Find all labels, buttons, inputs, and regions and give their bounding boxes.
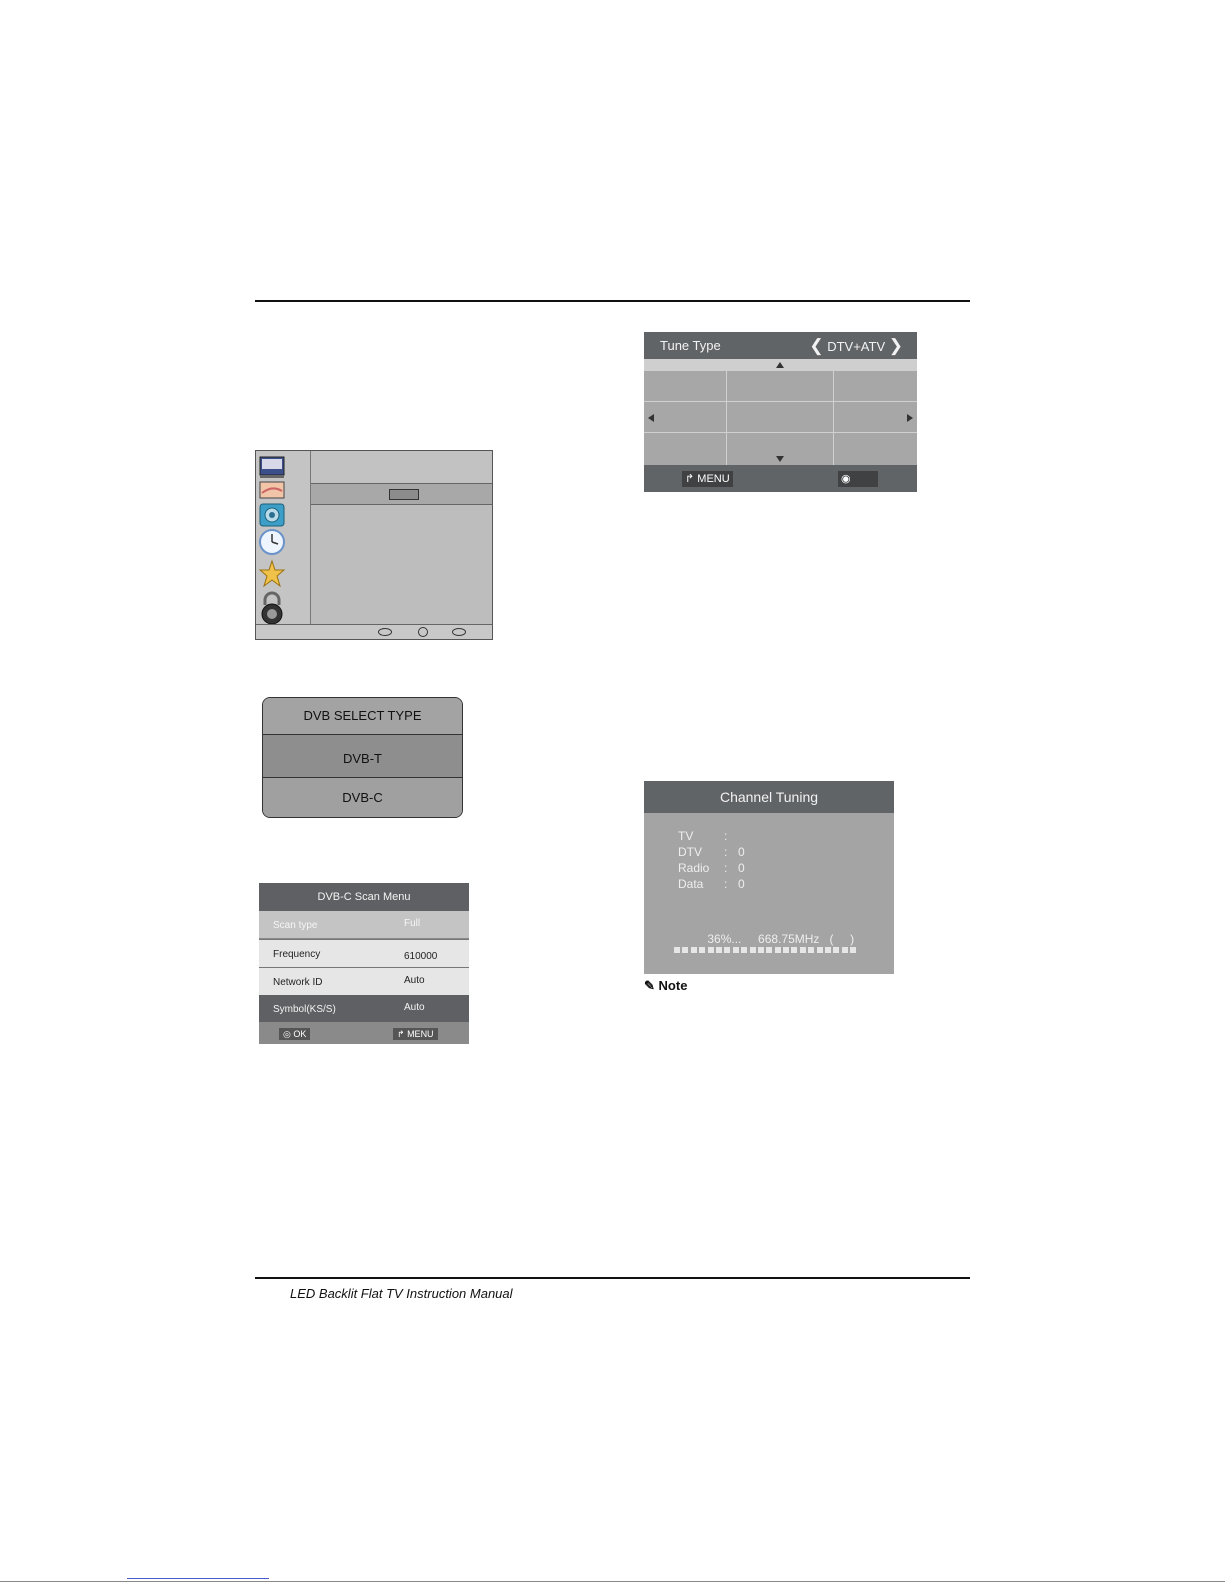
tune-menu-button[interactable] <box>682 471 733 487</box>
grid-cell <box>727 402 834 433</box>
frequency-value: 610000 <box>404 951 438 962</box>
stat-radio <box>678 861 745 875</box>
stat-data-label: Data <box>678 877 704 891</box>
tune-panel-footer <box>644 465 917 492</box>
stat-colon: : <box>724 861 728 875</box>
progress-segment <box>741 947 747 953</box>
clock-icon[interactable] <box>259 527 285 557</box>
bottom-rule <box>255 1277 970 1279</box>
channel-tuning-panel <box>644 781 894 974</box>
menu-return-icon: ↱ <box>397 1029 405 1039</box>
menu-row-highlight[interactable] <box>311 451 492 484</box>
scan-type-label: Scan type <box>273 920 318 931</box>
scan-menu-title: DVB-C Scan Menu <box>259 883 469 911</box>
grid-cell <box>644 433 727 465</box>
progress-segment <box>674 947 680 953</box>
arrow-up-icon[interactable] <box>776 362 784 368</box>
menu-body <box>311 505 492 627</box>
tune-type-label: Tune Type <box>660 338 721 353</box>
tuning-progress-bar <box>674 940 866 946</box>
scan-menu-button-label: MENU <box>407 1029 434 1039</box>
tune-type-value: DTV+ATV <box>827 339 886 354</box>
progress-segment <box>699 947 705 953</box>
sound-icon[interactable] <box>259 503 285 527</box>
progress-segment <box>808 947 814 953</box>
stat-radio-label: Radio <box>678 861 710 875</box>
progress-segment <box>708 947 714 953</box>
ok-button-label: OK <box>293 1029 307 1039</box>
stat-tv <box>678 829 728 843</box>
tuning-paren: ( ) <box>829 932 855 946</box>
stat-dtv <box>678 845 745 859</box>
note-heading <box>644 978 687 994</box>
network-id-label: Network ID <box>273 977 323 988</box>
stat-data <box>678 877 745 891</box>
progress-segment <box>825 947 831 953</box>
grid-cell <box>834 433 917 465</box>
dvb-select-title: DVB SELECT TYPE <box>263 698 462 734</box>
top-rule <box>255 300 970 302</box>
stat-tv-label: TV <box>678 829 694 843</box>
link-underline <box>127 1578 269 1579</box>
menu-icon-column <box>256 451 311 627</box>
ok-target-icon: ◉ <box>841 473 851 485</box>
dvb-select-type-dialog <box>262 697 463 818</box>
stat-colon: : <box>724 845 728 859</box>
tuning-frequency: 668.75MHz <box>758 932 820 946</box>
grid-cell <box>834 402 917 433</box>
menu-footer-hints <box>256 624 492 639</box>
symbol-label: Symbol(KS/S) <box>273 1004 336 1015</box>
tune-menu-button-label: MENU <box>697 473 730 485</box>
progress-segment <box>758 947 764 953</box>
chevron-left-icon[interactable]: ❮ <box>809 336 824 355</box>
progress-segment <box>724 947 730 953</box>
ok-target-icon: ◎ <box>283 1029 291 1039</box>
stat-radio-value: 0 <box>738 861 745 875</box>
tuning-progress-line <box>694 918 854 960</box>
arrow-right-icon[interactable] <box>907 414 913 422</box>
progress-segment <box>775 947 781 953</box>
grid-cell <box>727 371 834 402</box>
network-id-value: Auto <box>404 975 425 986</box>
tune-ok-button[interactable] <box>838 471 878 487</box>
stat-dtv-label: DTV <box>678 845 702 859</box>
stat-dtv-value: 0 <box>738 845 745 859</box>
frequency-label: Frequency <box>273 949 321 960</box>
arrow-left-icon[interactable] <box>648 414 654 422</box>
scan-menu-footer <box>259 1023 469 1044</box>
lock-icon[interactable] <box>259 591 285 625</box>
picture-icon[interactable] <box>259 479 285 503</box>
tv-channel-icon[interactable] <box>259 455 285 479</box>
hint-oval-right-icon <box>452 628 466 636</box>
chevron-right-icon[interactable]: ❯ <box>888 336 903 355</box>
tv-main-menu <box>255 450 493 640</box>
stat-data-value: 0 <box>738 877 745 891</box>
progress-segment <box>850 947 856 953</box>
progress-segment <box>791 947 797 953</box>
setup-star-icon[interactable] <box>259 559 285 589</box>
dvb-c-option[interactable]: DVB-C <box>263 778 462 817</box>
tune-type-selector[interactable] <box>809 336 903 356</box>
manual-footer-title: LED Backlit Flat TV Instruction Manual <box>290 1286 513 1301</box>
progress-segment <box>766 947 772 953</box>
symbol-row[interactable] <box>259 995 469 1022</box>
scan-type-row[interactable] <box>259 911 469 938</box>
dvb-c-scan-menu <box>259 883 469 1044</box>
page-edge-rule <box>0 1581 1225 1582</box>
tune-type-header[interactable] <box>644 332 917 359</box>
progress-segment <box>750 947 756 953</box>
progress-segment <box>783 947 789 953</box>
progress-segment <box>733 947 739 953</box>
grid-cell <box>644 371 727 402</box>
menu-return-icon: ↱ <box>685 473 695 485</box>
arrow-down-icon[interactable] <box>776 456 784 462</box>
menu-row-button[interactable] <box>389 489 419 500</box>
progress-segment <box>682 947 688 953</box>
progress-segment <box>800 947 806 953</box>
stat-colon: : <box>724 829 728 843</box>
menu-row-selected[interactable] <box>311 484 492 505</box>
ok-button[interactable] <box>279 1028 310 1040</box>
tune-type-panel <box>644 332 917 492</box>
progress-segment <box>817 947 823 953</box>
progress-segment <box>833 947 839 953</box>
symbol-value: Auto <box>404 1002 425 1013</box>
channel-tuning-title: Channel Tuning <box>644 781 894 813</box>
stat-colon: : <box>724 877 728 891</box>
frequency-row[interactable] <box>259 939 469 967</box>
network-id-row[interactable] <box>259 967 469 995</box>
progress-segment <box>691 947 697 953</box>
dvb-t-option[interactable]: DVB-T <box>263 734 462 778</box>
progress-percent: 36%... <box>707 932 742 946</box>
progress-segment <box>842 947 848 953</box>
hint-oval-left-icon <box>378 628 392 636</box>
scan-menu-button[interactable] <box>393 1028 438 1040</box>
hint-dpad-icon <box>418 627 428 637</box>
note-label-text: Note <box>658 978 688 993</box>
progress-segment <box>716 947 722 953</box>
scroll-up-strip[interactable] <box>644 359 917 371</box>
grid-cell <box>834 371 917 402</box>
pencil-icon: ✎ <box>644 978 655 993</box>
grid-cell <box>644 402 727 433</box>
scan-type-value: Full <box>404 918 421 929</box>
